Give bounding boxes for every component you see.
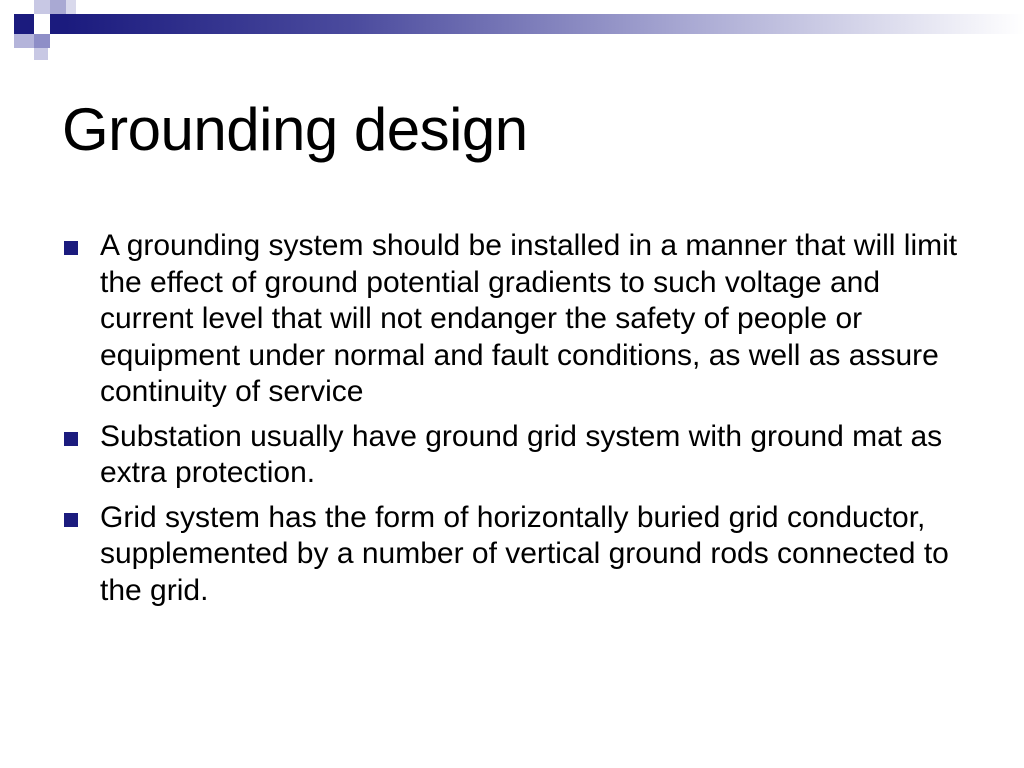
bullet-text: Grid system has the form of horizontally buried grid conductor, supplemented by a number of vertical ground rods connected to the grid. — [100, 500, 949, 607]
bullet-item — [62, 228, 972, 411]
bullet-item — [62, 500, 972, 610]
square-bullet-icon — [64, 432, 78, 446]
deco-square — [50, 0, 66, 14]
bullet-text: A grounding system should be installed in a manner that will limit the effect of ground potential gradients to such voltage and current level that will not endanger the safety of people or equipment under normal and fault conditions, as well as assure continuity of service — [100, 229, 958, 408]
header-gradient-bar — [66, 14, 1024, 34]
slide-title: Grounding design — [62, 96, 528, 163]
deco-square — [34, 48, 48, 60]
deco-square — [14, 14, 34, 34]
deco-square — [66, 0, 76, 14]
square-bullet-icon — [64, 513, 78, 527]
bullet-list — [62, 228, 972, 617]
deco-square — [50, 14, 66, 34]
bullet-text: Substation usually have ground grid system with ground mat as extra protection. — [100, 419, 943, 489]
deco-square — [34, 34, 50, 48]
square-bullet-icon — [64, 241, 78, 255]
deco-square — [14, 34, 34, 48]
deco-square — [34, 14, 50, 34]
deco-square — [34, 0, 50, 14]
bullet-item — [62, 419, 972, 492]
